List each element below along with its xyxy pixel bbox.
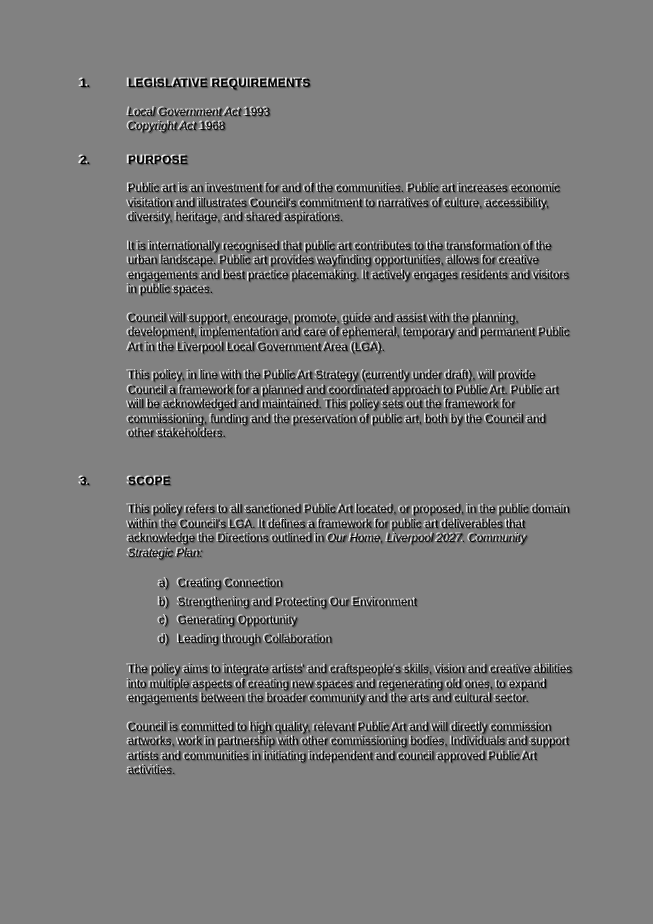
section-heading: PURPOSE: [128, 152, 189, 167]
purpose-paragraph: This policy, in line with the Public Art Strategy (currently under draft), will provide Council a framework for a planned and coordinated approach to Public Art. Public art will be acknowledged and maintained. This policy sets out the framework for commissioning, funding and the preservation of public art, both by the Council and other stakeholders.: [128, 370, 559, 440]
list-item: d) Leading through Collaboration: [159, 633, 333, 646]
section-heading: SCOPE: [128, 473, 172, 488]
scope-paragraph: Council is committed to high quality, relevant Public Art and will directly commission artworks, work in partnership with other commissioning bodies, Individuals and support artists and communities in initiating independent and council approved Public Art activities.: [128, 721, 570, 777]
section-scope: [80, 474, 575, 793]
section-purpose: [80, 153, 575, 456]
section-content: [128, 153, 575, 456]
purpose-paragraph: It is internationally recognised that public art contributes to the transformation of the urban landscape. Public art provides wayfinding opportunities, allows for creative engagements and best practice placemaking. It actively engages residents and visitors in public spaces.: [128, 240, 570, 296]
strategic-plan-citation: Our Home, Liverpool 2027. Community Strategic Plan:: [128, 533, 527, 560]
section-number: 2.: [80, 152, 91, 167]
section-legislative-requirements: [80, 76, 575, 135]
section-heading: LEGISLATIVE REQUIREMENTS: [128, 76, 311, 90]
list-item: c) Generating Opportunity: [159, 615, 298, 627]
act-citation: Copyright Act 1968: [128, 121, 226, 133]
scope-paragraph: The policy aims to integrate artists' and craftspeople's skills, vision and creative abilities into multiple aspects of creating new spaces and regenerating old ones, to expand engagements between the broader community and the arts and cultural sector.: [128, 664, 573, 705]
list-item: a) Creating Connection: [159, 578, 283, 590]
purpose-paragraph: Council will support, encourage, promote, guide and assist with the planning, development, implementation and care of ephemeral, temporary and permanent Public Art in the Liverpool Local Government Area (LGA).: [128, 312, 570, 354]
section-content: [128, 474, 575, 793]
section-number: 3.: [80, 473, 91, 488]
act-citation: Local Government Act 1993: [128, 106, 271, 119]
section-number: 1.: [80, 76, 91, 90]
section-content: [128, 76, 575, 135]
purpose-paragraph: Public art is an investment for and of the communities. Public art increases economic visitation and illustrates Council's commitment to narratives of culture, accessibility, diversity, heritage, and shared aspirations.: [128, 183, 561, 224]
directions-list: [128, 577, 575, 647]
scope-intro-paragraph: This policy refers to all sanctioned Public Art located, or proposed, in the public domain within the Council's LGA. It defines a framework for public art deliverables that acknowledge the Directions outlined in Our Home, Liverpool 2027. Community Strategic Plan:: [128, 504, 570, 560]
list-item: b) Strengthening and Protecting Our Environment: [159, 596, 418, 609]
